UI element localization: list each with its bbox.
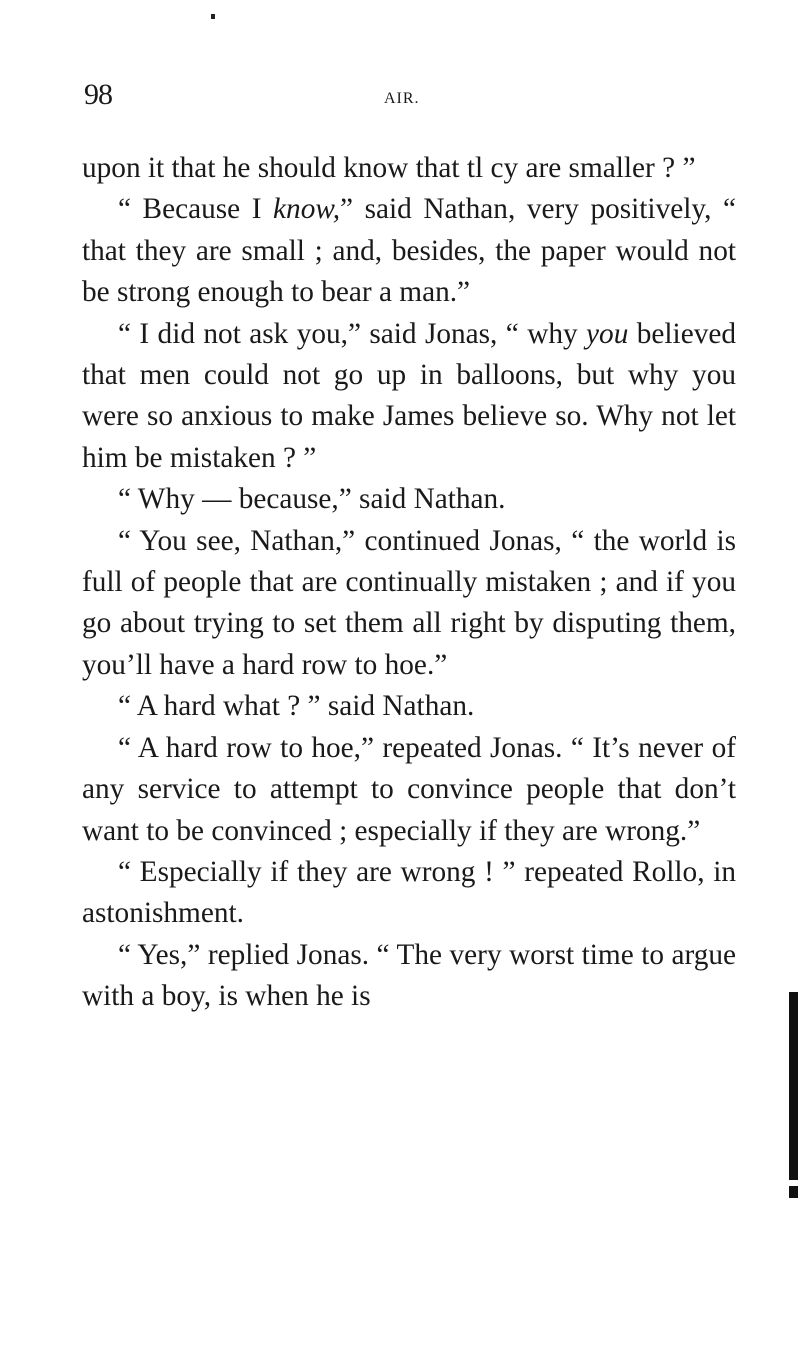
italic-text: you (586, 317, 629, 350)
text-run: ” said Nathan, very positively, “ that they are small ; and, besides, the paper would not be strong enough to bear a man.” (82, 193, 736, 309)
page-edge-mark (789, 992, 798, 1180)
paragraph (82, 148, 736, 189)
top-speck (211, 14, 215, 19)
text-run: “ A hard what ? ” said Nathan. (118, 690, 475, 723)
text-run: “ I did not ask you,” said Jonas, “ why (118, 317, 587, 350)
running-head: AIR. (384, 90, 420, 107)
paragraph (82, 189, 736, 313)
paragraph (82, 521, 736, 687)
text-run: “ You see, Nathan,” continued Jonas, “ the world is full of people that are continually mistaken ; and if you go about trying to set them all right by disputing them, you’ll have a hard row to hoe.” (82, 524, 736, 681)
text-run: “ Because I (118, 193, 274, 226)
text-run: “ Yes,” replied Jonas. “ The very worst time to argue with a boy, is when he is (82, 938, 736, 1013)
paragraph (82, 935, 736, 1018)
paragraph (82, 686, 736, 727)
paragraph (82, 479, 736, 520)
body-text (82, 148, 736, 1018)
text-run: “ A hard row to hoe,” repeated Jonas. “ It’s never of any service to attempt to convince people that don’t want to be convinced ; especially if they are wrong.” (82, 731, 736, 847)
italic-text: know, (273, 193, 341, 226)
paragraph (82, 314, 736, 480)
text-run: upon it that he should know that tl cy are smaller ? ” (82, 152, 696, 184)
paragraph (82, 728, 736, 852)
text-run: believed that men could not go up in balloons, but why you were so anxious to make James believe so. Why not let him be mistaken ? ” (82, 317, 736, 474)
page-edge-tick (789, 1186, 798, 1198)
paragraph (82, 852, 736, 935)
text-run: “ Especially if they are wrong ! ” repeated Rollo, in astonishment. (82, 855, 736, 930)
page-number: 98 (84, 78, 112, 111)
text-run: “ Why — because,” said Nathan. (118, 483, 506, 516)
